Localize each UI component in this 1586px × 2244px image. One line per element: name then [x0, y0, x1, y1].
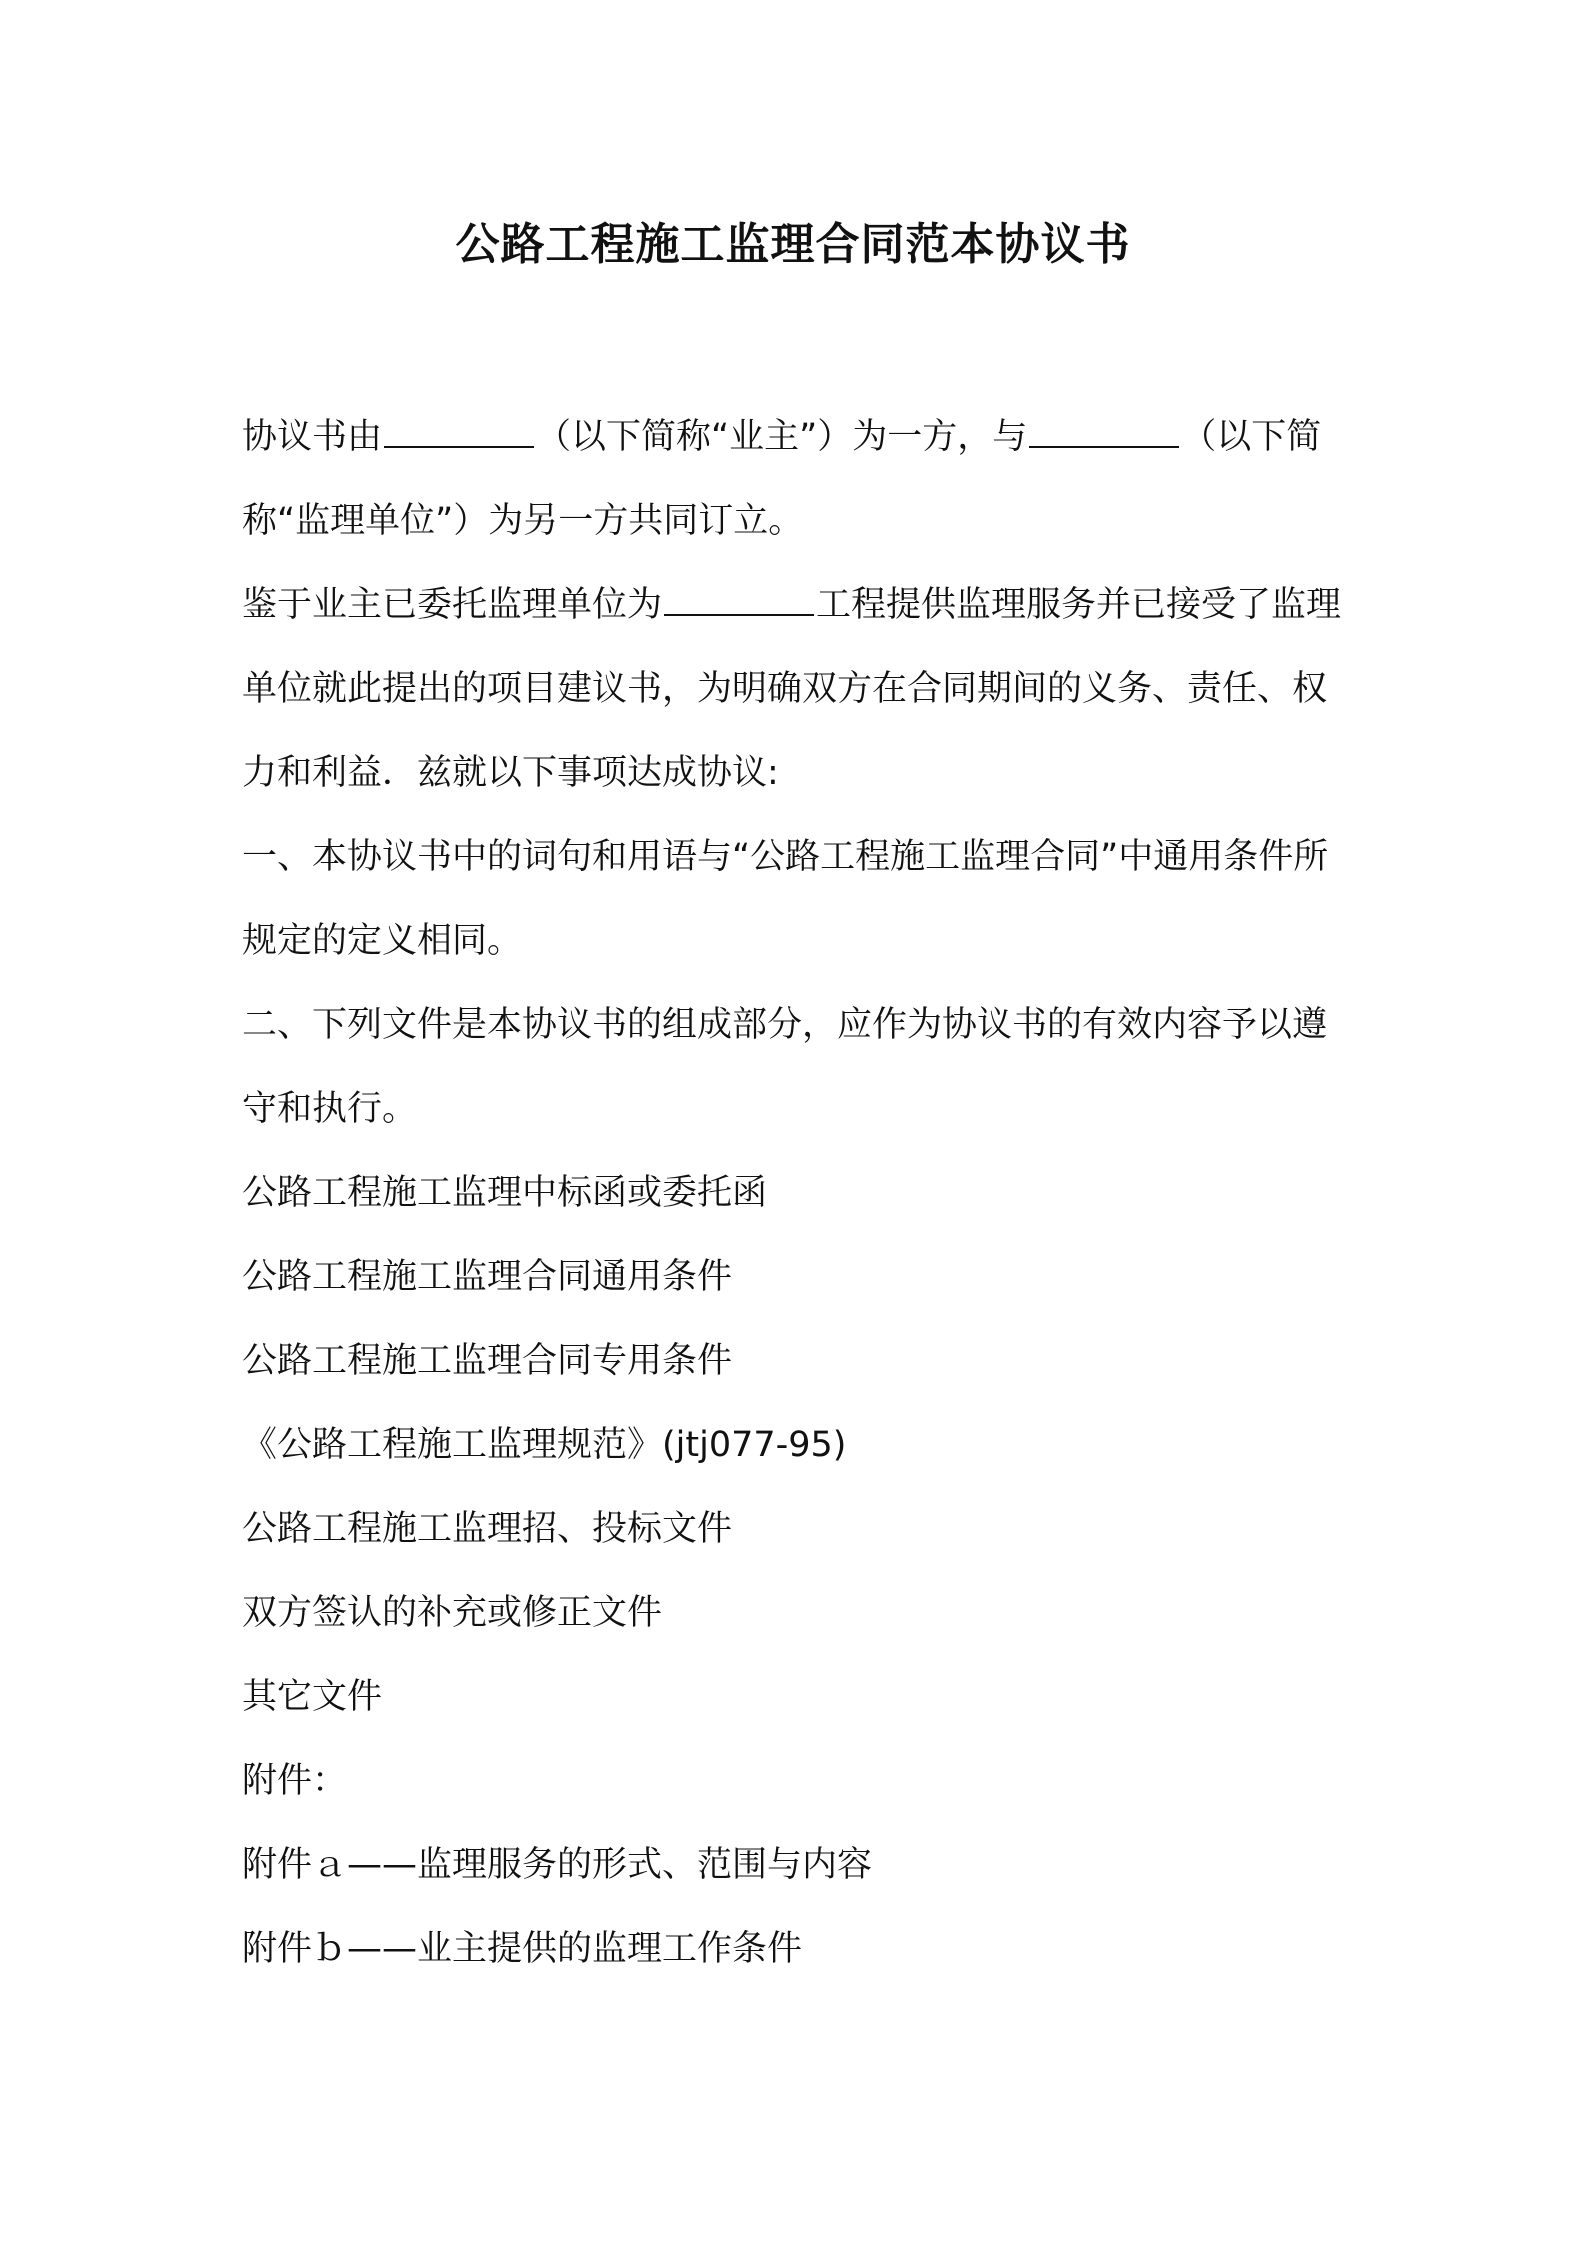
text-segment: 鉴于业主已委托监理单位为: [242, 585, 663, 625]
list-item: 公路工程施工监理合同专用条件: [242, 1341, 733, 1381]
blank-line-owner: [384, 445, 534, 448]
list-item: 公路工程施工监理中标函或委托函: [242, 1173, 768, 1213]
paragraph-clause-1: 一、本协议书中的词句和用语与“公路工程施工监理合同”中通用条件所规定的定义相同。: [242, 837, 1329, 961]
paragraph-whereas: [242, 563, 1354, 815]
text-segment: 工程提供监理服务并已接受了监理单位就此提出的项目建议书，为明确双方在合同期间的义务、责任、权力和利益．兹就以下事项达成协议:: [242, 585, 1342, 793]
list-item: 其它文件: [242, 1677, 383, 1717]
document-title: 公路工程施工监理合同范本协议书: [455, 219, 1131, 270]
list-item: 《公路工程施工监理规范》(jtj077-95): [242, 1425, 847, 1465]
document-body: [242, 395, 1354, 1991]
blank-line-project: [664, 613, 814, 616]
text-segment: （以下简称“监理单位”）为另一方共同订立。: [242, 417, 1322, 541]
list-item: 附件ａ——监理服务的形式、范围与内容: [242, 1845, 873, 1885]
text-segment: （以下简称“业主”）为一方，与: [536, 417, 1028, 457]
list-item: 公路工程施工监理招、投标文件: [242, 1509, 733, 1549]
paragraph-clause-2: 二、下列文件是本协议书的组成部分，应作为协议书的有效内容予以遵守和执行。: [242, 1005, 1328, 1129]
list-item: 附件ｂ——业主提供的监理工作条件: [242, 1929, 803, 1969]
blank-line-supervisor: [1029, 445, 1179, 448]
list-item: 附件：: [242, 1761, 348, 1801]
list-item: 双方签认的补充或修正文件: [242, 1593, 663, 1633]
paragraph-parties: [242, 395, 1354, 563]
text-segment: 协议书由: [242, 417, 383, 457]
list-item: 公路工程施工监理合同通用条件: [242, 1257, 733, 1297]
